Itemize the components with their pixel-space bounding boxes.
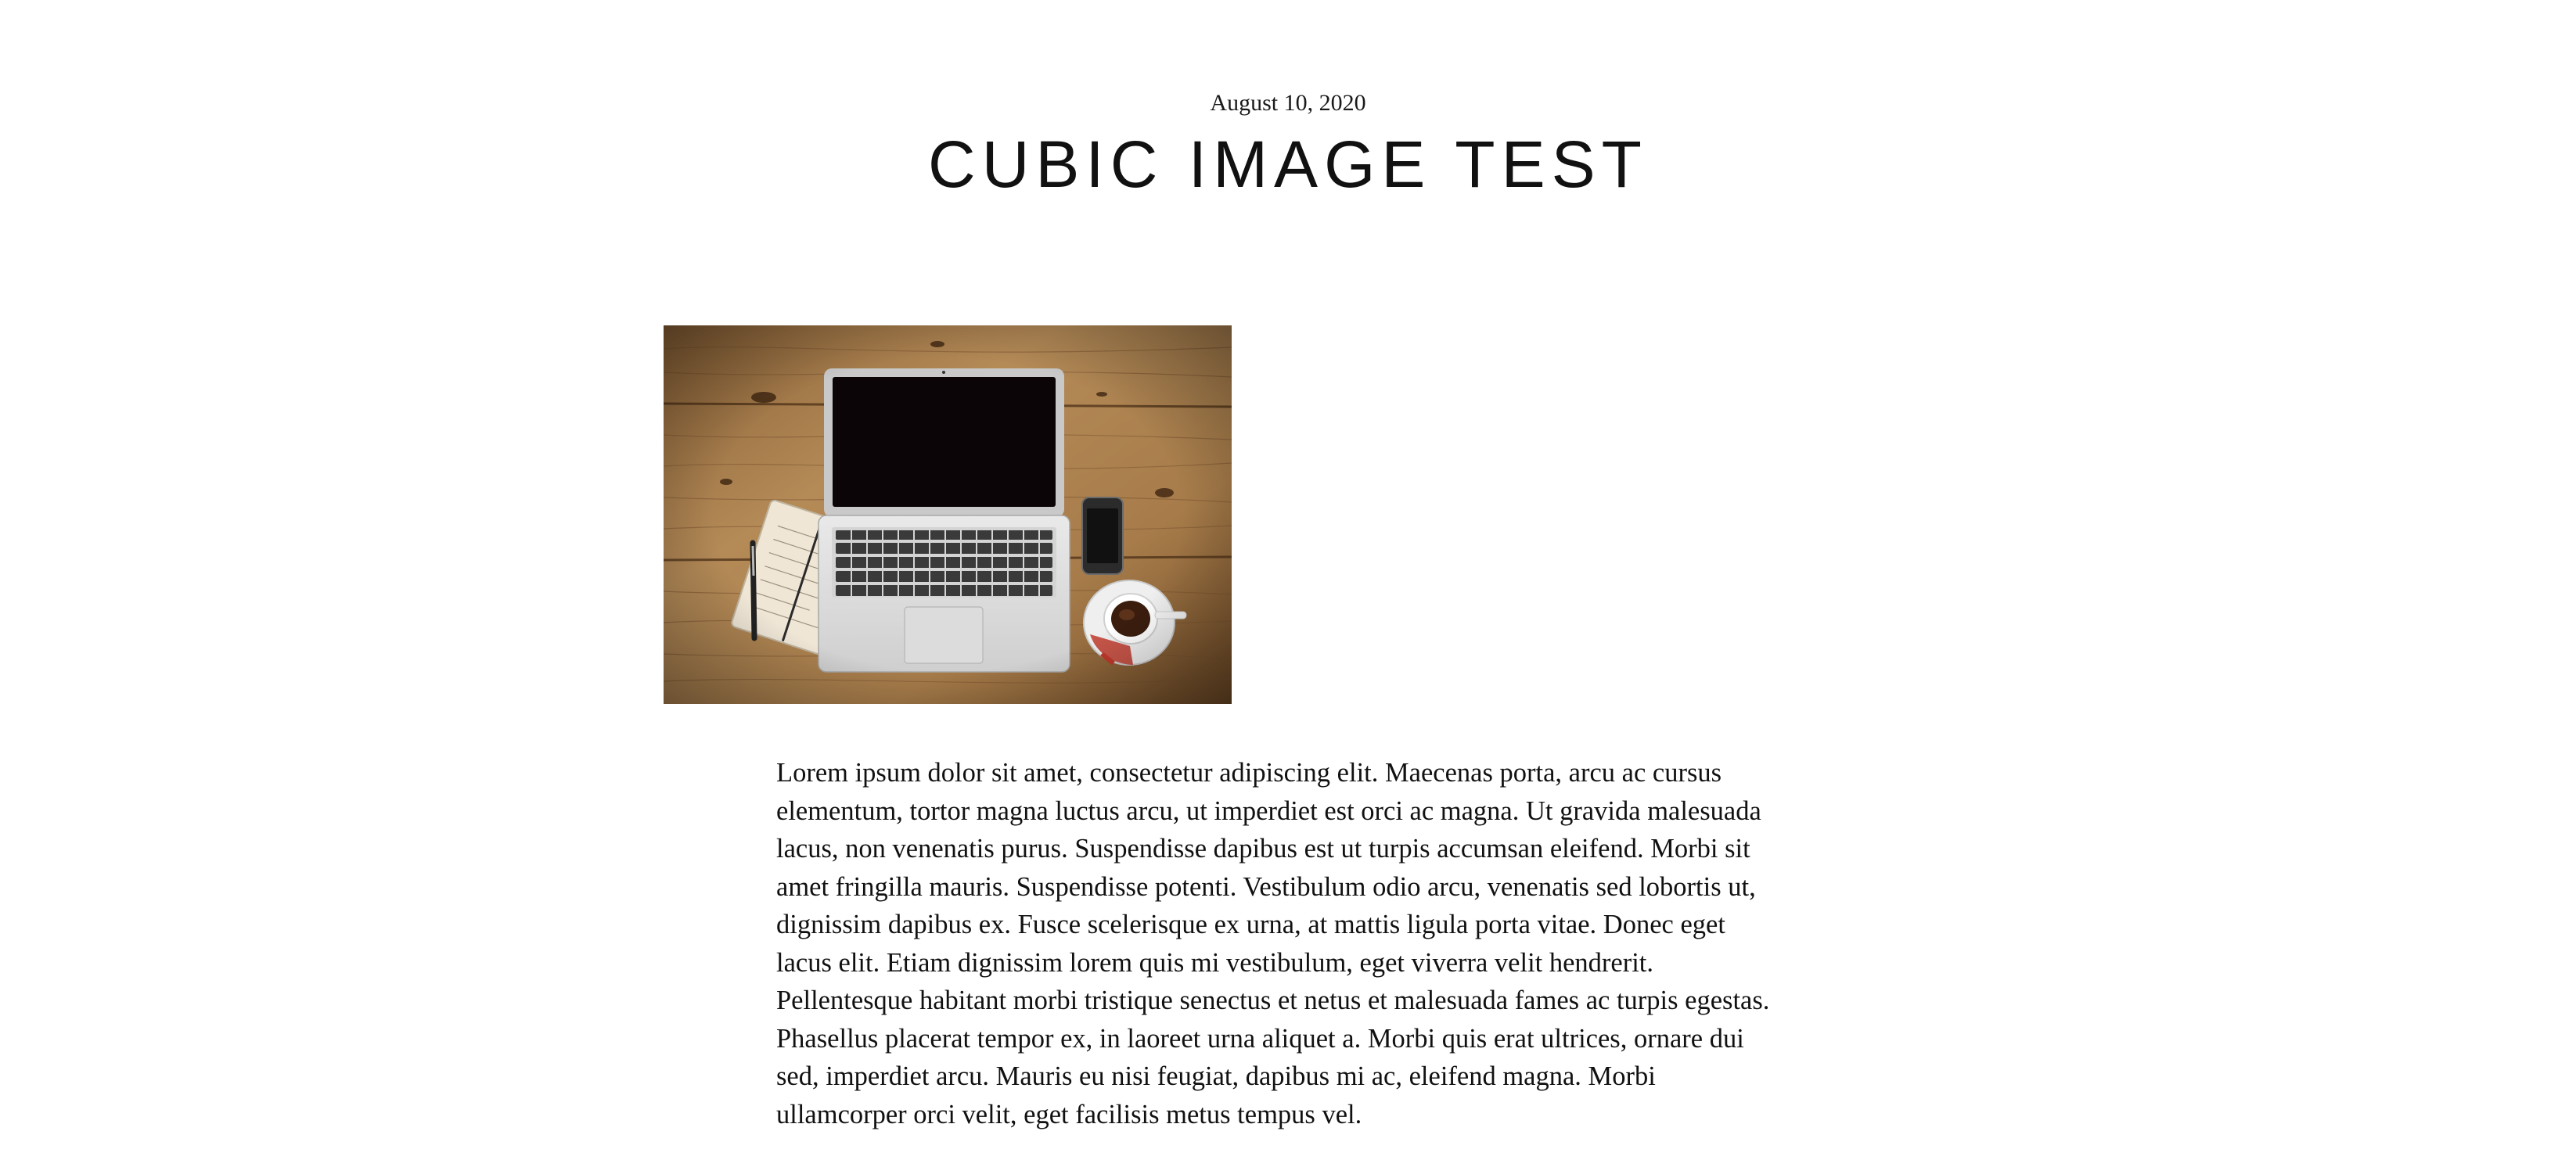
featured-image [664,325,1232,704]
desk-photo [664,325,1232,704]
post-date: August 10, 2020 [1210,90,1366,116]
post-title: CUBIC IMAGE TEST [928,127,1648,201]
post-body: Lorem ipsum dolor sit amet, consectetur adipiscing elit. Maecenas porta, arcu ac cursus elementum, tortor magna luctus arcu, ut imperdiet est orci ac magna. Ut gravida malesuada lacus, non venenatis purus. Suspendisse dapibus est ut turpis accumsan eleifend. Morbi sit amet fringilla mauris. Suspendisse potenti. Vestibulum odio arcu, venenatis sed lobortis ut, dignissim dapibus ex. Fusce scelerisque ex urna, at mattis ligula porta vitae. Donec eget lacus elit. Etiam dignissim lorem quis mi vestibulum, eget viverra velit hendrerit. Pellentesque habitant morbi tristique senectus et netus et malesuada fames ac turpis egestas. Phasellus placerat tempor ex, in laoreet urna aliquet a. Morbi quis erat ultrices, ornare dui sed, imperdiet arcu. Mauris eu nisi feugiat, dapibus mi ac, eleifend magna. Morbi ullamcorper orci velit, eget facilisis metus tempus vel. [776,758,1770,1129]
